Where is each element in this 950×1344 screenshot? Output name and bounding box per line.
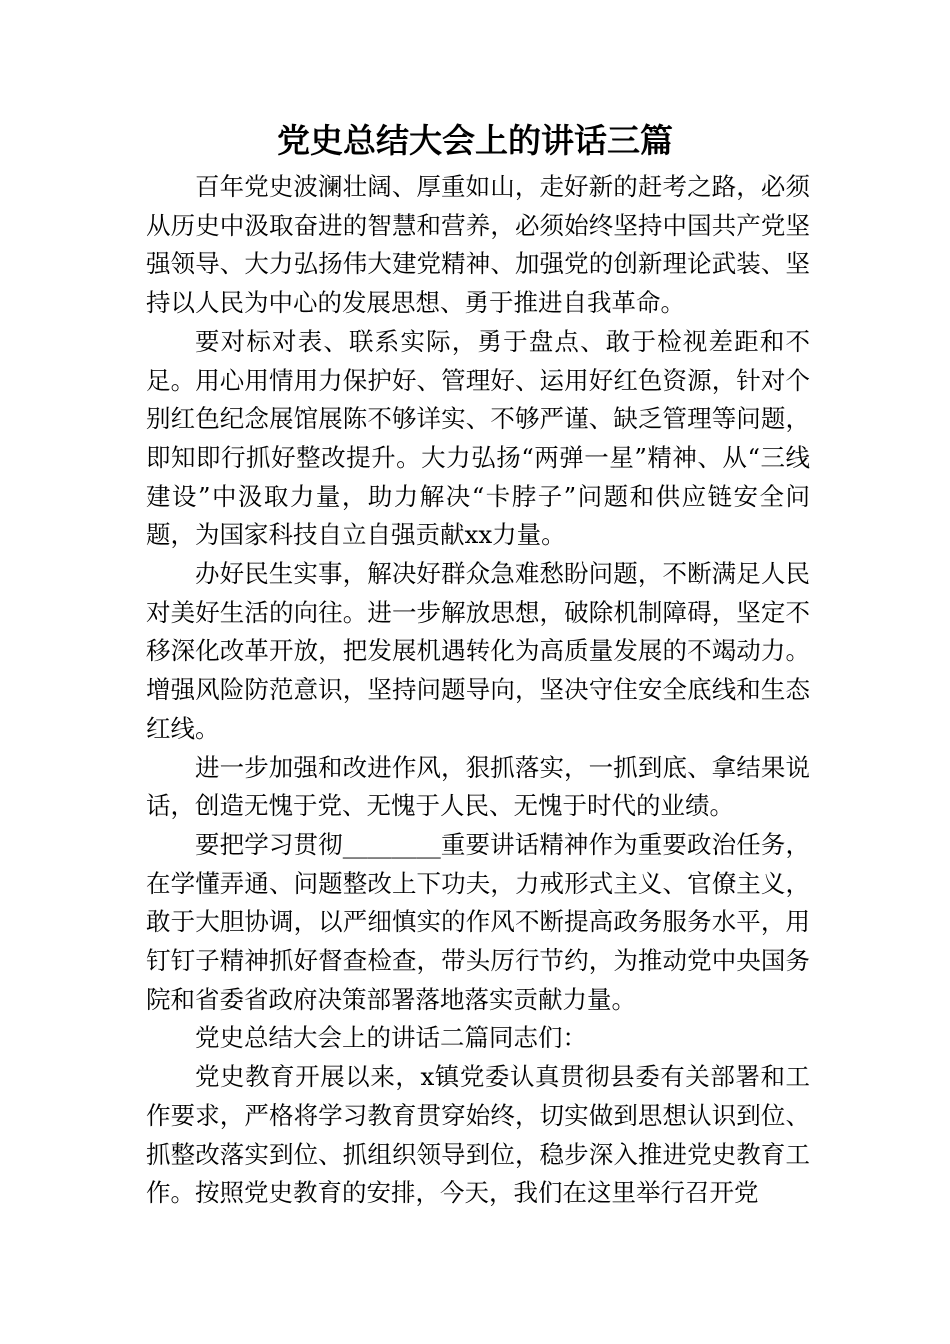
paragraph: 进一步加强和改进作风，狠抓落实，一抓到底、拿结果说话，创造无愧于党、无愧于人民、无愧于时代的业绩。 <box>146 752 810 821</box>
paragraph: 百年党史波澜壮阔、厚重如山，走好新的赶考之路，必须从历史中汲取奋进的智慧和营养，必须始终坚持中国共产党坚强领导、大力弘扬伟大建党精神、加强党的创新理论武装、坚持以人民为中心的发展思想、勇于推进自我革命。 <box>146 172 810 318</box>
paragraph: 要对标对表、联系实际，勇于盘点、敢于检视差距和不足。用心用情用力保护好、管理好、运用好红色资源，针对个别红色纪念展馆展陈不够详实、不够严谨、缺乏管理等问题，即知即行抓好整改提升。大力弘扬“两弹一星”精神、从“三线建设”中汲取力量，助力解决“卡脖子”问题和供应链安全问题，为国家科技自立自强贡献xx力量。 <box>146 326 810 550</box>
paragraph: 党史教育开展以来，x镇党委认真贯彻县委有关部署和工作要求，严格将学习教育贯穿始终，切实做到思想认识到位、抓整改落实到位、抓组织领导到位，稳步深入推进党史教育工作。按照党史教育的安排，今天，我们在这里举行召开党 <box>146 1062 810 1208</box>
paragraph: 要把学习贯彻________重要讲话精神作为重要政治任务，在学懂弄通、问题整改上下功夫，力戒形式主义、官僚主义，敢于大胆协调，以严细慎实的作风不断提高政务服务水平，用钉钉子精神抓好督查检查，带头厉行节约，为推动党中央国务院和省委省政府决策部署落地落实贡献力量。 <box>146 829 810 1014</box>
document-body <box>146 168 810 1213</box>
paragraph: 党史总结大会上的讲话二篇同志们： <box>195 1023 587 1053</box>
document-title: 党史总结大会上的讲话三篇 <box>277 121 673 160</box>
paragraph: 办好民生实事，解决好群众急难愁盼问题，不断满足人民对美好生活的向往。进一步解放思想，破除机制障碍，坚定不移深化改革开放，把发展机遇转化为高质量发展的不竭动力。增强风险防范意识，坚持问题导向，坚决守住安全底线和生态红线。 <box>146 559 810 743</box>
